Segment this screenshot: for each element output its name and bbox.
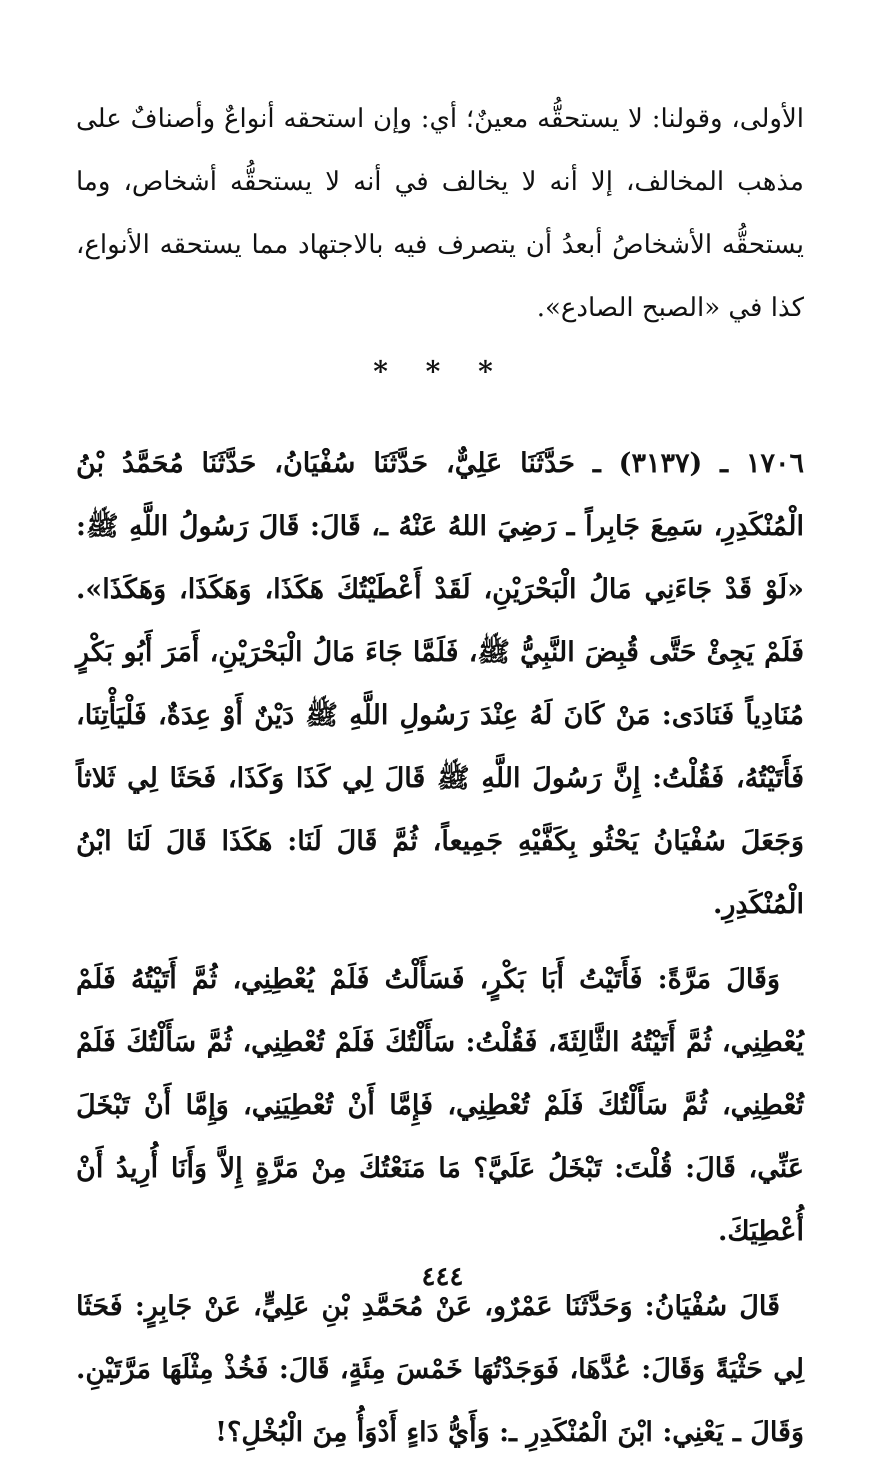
book-page	[76, 88, 804, 1464]
commentary-paragraph: الأولى، وقولنا: لا يستحقُّه معينٌ؛ أي: وإن استحقه أنواعٌ وأصنافٌ على مذهب المخالف، إلا أنه لا يخالف في أنه لا يستحقُّه أشخاص، وما يستحقُّه الأشخاصُ أبعدُ أن يتصرف فيه بالاجتهاد مما يستحقه الأنواع، كذا في «الصبح الصادع».	[76, 104, 804, 323]
hadith-paragraph-3: قَالَ سُفْيَانُ: وَحَدَّثَنَا عَمْرٌو، عَنْ مُحَمَّدِ بْنِ عَلِيٍّ، عَنْ جَابِرٍ: فَحَثَا لِي حَثْيَةً وَقَالَ: عُدَّهَا، فَوَجَدْتُهَا خَمْسَ مِئَةٍ، قَالَ: فَخُذْ مِثْلَهَا مَرَّتَيْنِ. وَقَالَ ـ يَعْنِي: ابْنَ الْمُنْكَدِرِ ـ: وَأَيُّ دَاءٍ أَدْوَأُ مِنَ الْبُخْلِ؟!	[76, 1291, 804, 1448]
page-number: ٤٤٤	[421, 1262, 464, 1292]
hadith-paragraph-2: وَقَالَ مَرَّةً: فَأَتَيْتُ أَبَا بَكْرٍ، فَسَأَلْتُ فَلَمْ يُعْطِنِي، ثُمَّ أَتَيْتُهُ فَلَمْ يُعْطِنِي، ثُمَّ أَتَيْتُهُ الثَّالِثَةَ، فَقُلْتُ: سَأَلْتُكَ فَلَمْ تُعْطِنِي، ثُمَّ سَأَلْتُكَ فَلَمْ تُعْطِنِي، ثُمَّ سَأَلْتُكَ فَلَمْ تُعْطِنِي، فَإِمَّا أَنْ تُعْطِيَنِي، وَإِمَّا أَنْ تَبْخَلَ عَنِّي، قَالَ: قُلْتَ: تَبْخَلُ عَلَيَّ؟ مَا مَنَعْتُكَ مِنْ مَرَّةٍ إِلاَّ وَأَنَا أُرِيدُ أَنْ أُعْطِيَكَ.	[76, 964, 804, 1247]
section-separator: * * *	[373, 355, 507, 388]
paragraph-gap	[76, 936, 804, 948]
hadith-paragraph-1: ١٧٠٦ ـ (٣١٣٧) ـ حَدَّثَنَا عَلِيٌّ، حَدَّثَنَا سُفْيَانُ، حَدَّثَنَا مُحَمَّدُ بْنُ الْمُنْكَدِرِ، سَمِعَ جَابِراً ـ رَضِيَ اللهُ عَنْهُ ـ، قَالَ: قَالَ رَسُولُ اللَّهِ ﷺ: «لَوْ قَدْ جَاءَنِي مَالُ الْبَحْرَيْنِ، لَقَدْ أَعْطَيْتُكَ هَكَذَا، وَهَكَذَا، وَهَكَذَا». فَلَمْ يَجِئْ حَتَّى قُبِضَ النَّبِيُّ ﷺ، فَلَمَّا جَاءَ مَالُ الْبَحْرَيْنِ، أَمَرَ أَبُو بَكْرٍ مُنَادِياً فَنَادَى: مَنْ كَانَ لَهُ عِنْدَ رَسُولِ اللَّهِ ﷺ دَيْنٌ أَوْ عِدَةٌ، فَلْيَأْتِنَا، فَأَتَيْتُهُ، فَقُلْتُ: إِنَّ رَسُولَ اللَّهِ ﷺ قَالَ لِي كَذَا وَكَذَا، فَحَثَا لِي ثَلاثاً وَجَعَلَ سُفْيَانُ يَحْثُو بِكَفَّيْهِ جَمِيعاً، ثُمَّ قَالَ لَنَا: هَكَذَا قَالَ لَنَا ابْنُ الْمُنْكَدِرِ.	[76, 448, 804, 920]
